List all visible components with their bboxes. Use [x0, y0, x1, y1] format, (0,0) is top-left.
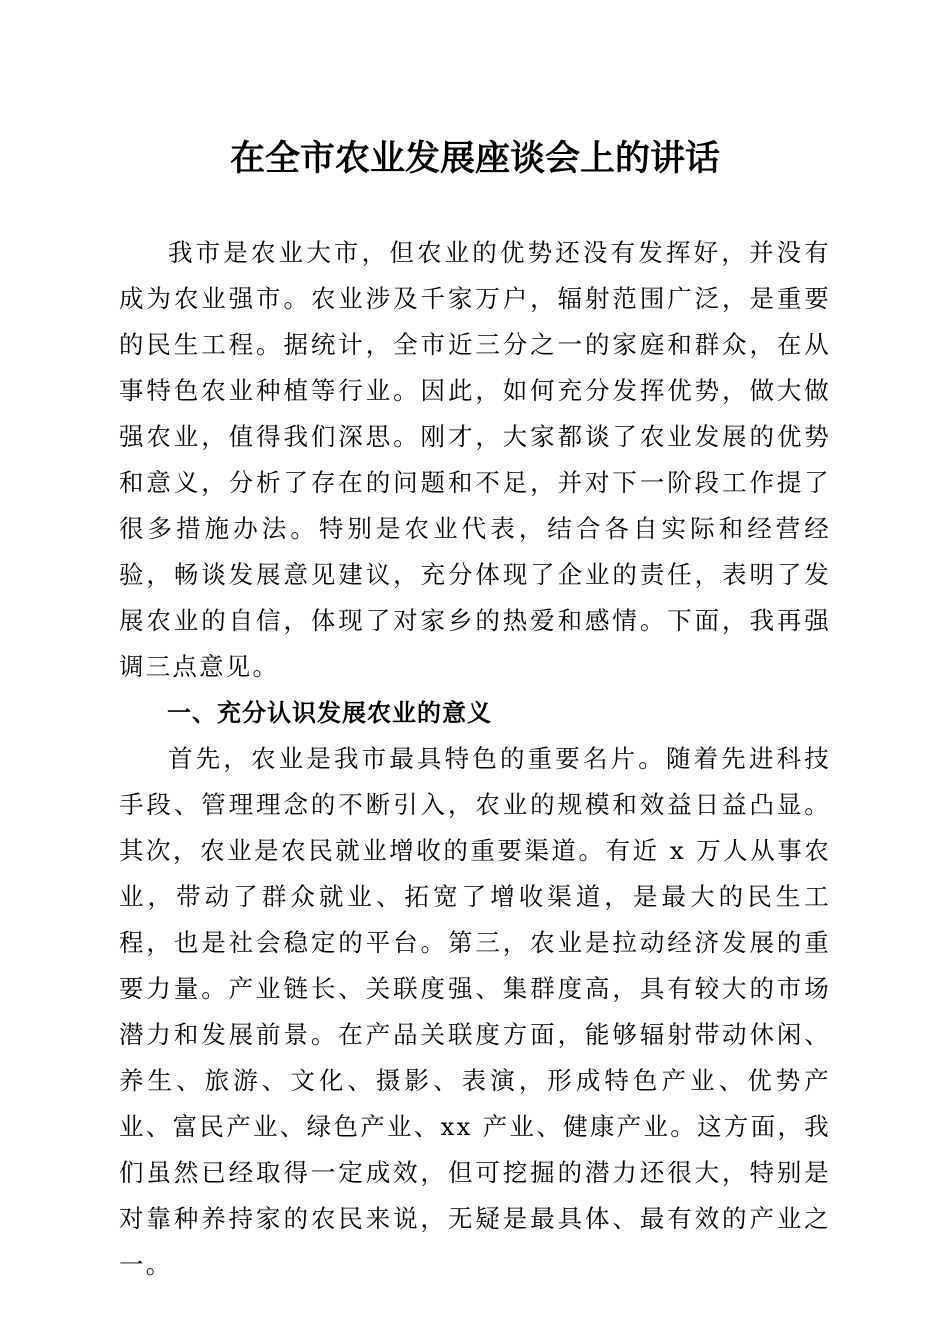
paragraph-intro: 我市是农业大市，但农业的优势还没有发挥好，并没有成为农业强市。农业涉及千家万户，辐射范围广泛，是重要的民生工程。据统计，全市近三分之一的家庭和群众，在从事特色农业种植等行业。因此，如何充分发挥优势，做大做强农业，值得我们深思。刚才，大家都谈了农业发展的优势和意义，分析了存在的问题和不足，并对下一阶段工作提了很多措施办法。特别是农业代表，结合各自实际和经营经验，畅谈发展意见建议，充分体现了企业的责任，表明了发展农业的自信，体现了对家乡的热爱和感情。下面，我再强调三点意见。 [119, 238, 831, 681]
document-title: 在全市农业发展座谈会上的讲话 [229, 138, 720, 179]
document-body [119, 230, 831, 1288]
paragraph-section-1: 首先，农业是我市最具特色的重要名片。随着先进科技手段、管理理念的不断引入，农业的规模和效益日益凸显。其次，农业是农民就业增收的重要渠道。有近 x 万人从事农业，带动了群众就业、拓宽了增收渠道，是最大的民生工程，也是社会稳定的平台。第三，农业是拉动经济发展的重要力量。产业链长、关联度强、集群度高，具有较大的市场潜力和发展前景。在产品关联度方面，能够辐射带动休闲、养生、旅游、文化、摄影、表演，形成特色产业、优势产业、富民产业、绿色产业、xx 产业、健康产业。这方面，我们虽然已经取得一定成效，但可挖掘的潜力还很大，特别是对靠种养持家的农民来说，无疑是最具体、最有效的产业之一。 [119, 744, 831, 1279]
section-heading-1: 一、充分认识发展农业的意义 [167, 699, 492, 727]
